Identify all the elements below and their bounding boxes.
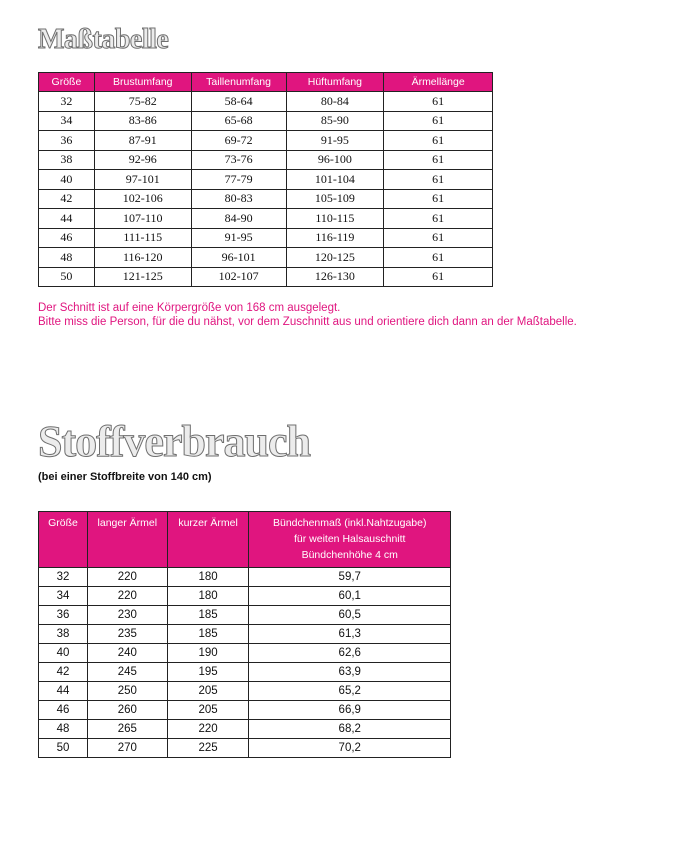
table-row bbox=[39, 568, 451, 587]
short-sleeve-cell: 185 bbox=[167, 606, 249, 625]
size-cell: 40 bbox=[39, 170, 95, 190]
long-sleeve-cell: 220 bbox=[87, 587, 167, 606]
size-cell: 42 bbox=[39, 663, 88, 682]
size-cell: 32 bbox=[39, 568, 88, 587]
waist-cell: 73-76 bbox=[191, 150, 286, 170]
chest-cell: 107-110 bbox=[94, 209, 191, 229]
size-cell: 42 bbox=[39, 189, 95, 209]
short-sleeve-cell: 205 bbox=[167, 701, 249, 720]
header-chest: Brustumfang bbox=[94, 73, 191, 92]
size-cell: 48 bbox=[39, 720, 88, 739]
chest-cell: 116-120 bbox=[94, 248, 191, 268]
cuff-cell: 59,7 bbox=[249, 568, 451, 587]
hip-cell: 105-109 bbox=[286, 189, 384, 209]
long-sleeve-cell: 260 bbox=[87, 701, 167, 720]
waist-cell: 69-72 bbox=[191, 131, 286, 151]
waist-cell: 65-68 bbox=[191, 111, 286, 131]
cuff-cell: 63,9 bbox=[249, 663, 451, 682]
short-sleeve-cell: 220 bbox=[167, 720, 249, 739]
cuff-cell: 61,3 bbox=[249, 625, 451, 644]
sleeve-cell: 61 bbox=[384, 131, 493, 151]
cuff-cell: 70,2 bbox=[249, 739, 451, 758]
sleeve-cell: 61 bbox=[384, 248, 493, 268]
fabric-width-subtitle: (bei einer Stoffbreite von 140 cm) bbox=[38, 471, 212, 483]
size-cell: 50 bbox=[39, 739, 88, 758]
table-row bbox=[39, 739, 451, 758]
table-row bbox=[39, 267, 493, 287]
measurement-table-header-row bbox=[39, 73, 493, 92]
fabric-consumption-table bbox=[38, 511, 451, 758]
sleeve-cell: 61 bbox=[384, 267, 493, 287]
sleeve-cell: 61 bbox=[384, 209, 493, 229]
long-sleeve-cell: 270 bbox=[87, 739, 167, 758]
measurement-table-title: Maßtabelle bbox=[38, 24, 169, 55]
hip-cell: 126-130 bbox=[286, 267, 384, 287]
note-line-2: Bitte miss die Person, für die du nähst, vor dem Zuschnitt aus und orientiere dich dann an der Maßtabelle. bbox=[38, 316, 577, 328]
size-cell: 38 bbox=[39, 150, 95, 170]
cuff-cell: 66,9 bbox=[249, 701, 451, 720]
waist-cell: 96-101 bbox=[191, 248, 286, 268]
hip-cell: 120-125 bbox=[286, 248, 384, 268]
short-sleeve-cell: 195 bbox=[167, 663, 249, 682]
hip-cell: 110-115 bbox=[286, 209, 384, 229]
header-sleeve-length: Ärmellänge bbox=[384, 73, 493, 92]
cuff-cell: 68,2 bbox=[249, 720, 451, 739]
short-sleeve-cell: 180 bbox=[167, 587, 249, 606]
size-cell: 36 bbox=[39, 606, 88, 625]
header-size: Größe bbox=[39, 73, 95, 92]
table-row bbox=[39, 720, 451, 739]
size-cell: 32 bbox=[39, 92, 95, 112]
size-note bbox=[38, 301, 577, 329]
short-sleeve-cell: 180 bbox=[167, 568, 249, 587]
table-row bbox=[39, 248, 493, 268]
table-row bbox=[39, 131, 493, 151]
short-sleeve-cell: 205 bbox=[167, 682, 249, 701]
long-sleeve-cell: 240 bbox=[87, 644, 167, 663]
hip-cell: 101-104 bbox=[286, 170, 384, 190]
long-sleeve-cell: 265 bbox=[87, 720, 167, 739]
size-cell: 48 bbox=[39, 248, 95, 268]
header-long-sleeve: langer Ärmel bbox=[87, 512, 167, 568]
size-cell: 46 bbox=[39, 228, 95, 248]
hip-cell: 85-90 bbox=[286, 111, 384, 131]
chest-cell: 111-115 bbox=[94, 228, 191, 248]
sleeve-cell: 61 bbox=[384, 189, 493, 209]
hip-cell: 80-84 bbox=[286, 92, 384, 112]
sleeve-cell: 61 bbox=[384, 170, 493, 190]
size-cell: 40 bbox=[39, 644, 88, 663]
size-cell: 46 bbox=[39, 701, 88, 720]
header-size: Größe bbox=[39, 512, 88, 568]
chest-cell: 92-96 bbox=[94, 150, 191, 170]
size-cell: 38 bbox=[39, 625, 88, 644]
table-row bbox=[39, 189, 493, 209]
sleeve-cell: 61 bbox=[384, 150, 493, 170]
table-row bbox=[39, 228, 493, 248]
table-row bbox=[39, 625, 451, 644]
chest-cell: 83-86 bbox=[94, 111, 191, 131]
size-cell: 34 bbox=[39, 111, 95, 131]
waist-cell: 84-90 bbox=[191, 209, 286, 229]
table-row bbox=[39, 150, 493, 170]
note-line-1: Der Schnitt ist auf eine Körpergröße von 168 cm ausgelegt. bbox=[38, 302, 341, 314]
table-row bbox=[39, 644, 451, 663]
table-row bbox=[39, 209, 493, 229]
cuff-cell: 65,2 bbox=[249, 682, 451, 701]
table-row bbox=[39, 682, 451, 701]
long-sleeve-cell: 245 bbox=[87, 663, 167, 682]
waist-cell: 91-95 bbox=[191, 228, 286, 248]
short-sleeve-cell: 185 bbox=[167, 625, 249, 644]
sleeve-cell: 61 bbox=[384, 111, 493, 131]
chest-cell: 87-91 bbox=[94, 131, 191, 151]
fabric-table-header-row bbox=[39, 512, 451, 568]
table-row bbox=[39, 587, 451, 606]
table-row bbox=[39, 170, 493, 190]
chest-cell: 121-125 bbox=[94, 267, 191, 287]
chest-cell: 97-101 bbox=[94, 170, 191, 190]
table-row bbox=[39, 701, 451, 720]
table-row bbox=[39, 92, 493, 112]
cuff-cell: 60,5 bbox=[249, 606, 451, 625]
chest-cell: 75-82 bbox=[94, 92, 191, 112]
size-cell: 44 bbox=[39, 209, 95, 229]
hip-cell: 91-95 bbox=[286, 131, 384, 151]
waist-cell: 102-107 bbox=[191, 267, 286, 287]
header-waist: Taillenumfang bbox=[191, 73, 286, 92]
chest-cell: 102-106 bbox=[94, 189, 191, 209]
header-cuff-measurement: Bündchenmaß (inkl.Nahtzugabe) für weiten Halsauschnitt Bündchenhöhe 4 cm bbox=[249, 512, 451, 568]
size-cell: 50 bbox=[39, 267, 95, 287]
hip-cell: 116-119 bbox=[286, 228, 384, 248]
size-cell: 36 bbox=[39, 131, 95, 151]
short-sleeve-cell: 225 bbox=[167, 739, 249, 758]
measurement-table bbox=[38, 72, 493, 287]
cuff-cell: 60,1 bbox=[249, 587, 451, 606]
short-sleeve-cell: 190 bbox=[167, 644, 249, 663]
table-row bbox=[39, 663, 451, 682]
size-cell: 44 bbox=[39, 682, 88, 701]
waist-cell: 77-79 bbox=[191, 170, 286, 190]
size-cell: 34 bbox=[39, 587, 88, 606]
waist-cell: 80-83 bbox=[191, 189, 286, 209]
table-row bbox=[39, 606, 451, 625]
long-sleeve-cell: 230 bbox=[87, 606, 167, 625]
long-sleeve-cell: 220 bbox=[87, 568, 167, 587]
table-row bbox=[39, 111, 493, 131]
sleeve-cell: 61 bbox=[384, 228, 493, 248]
header-short-sleeve: kurzer Ärmel bbox=[167, 512, 249, 568]
header-hip: Hüftumfang bbox=[286, 73, 384, 92]
long-sleeve-cell: 235 bbox=[87, 625, 167, 644]
fabric-consumption-title: Stoffverbrauch bbox=[38, 417, 310, 466]
hip-cell: 96-100 bbox=[286, 150, 384, 170]
long-sleeve-cell: 250 bbox=[87, 682, 167, 701]
sleeve-cell: 61 bbox=[384, 92, 493, 112]
waist-cell: 58-64 bbox=[191, 92, 286, 112]
cuff-cell: 62,6 bbox=[249, 644, 451, 663]
